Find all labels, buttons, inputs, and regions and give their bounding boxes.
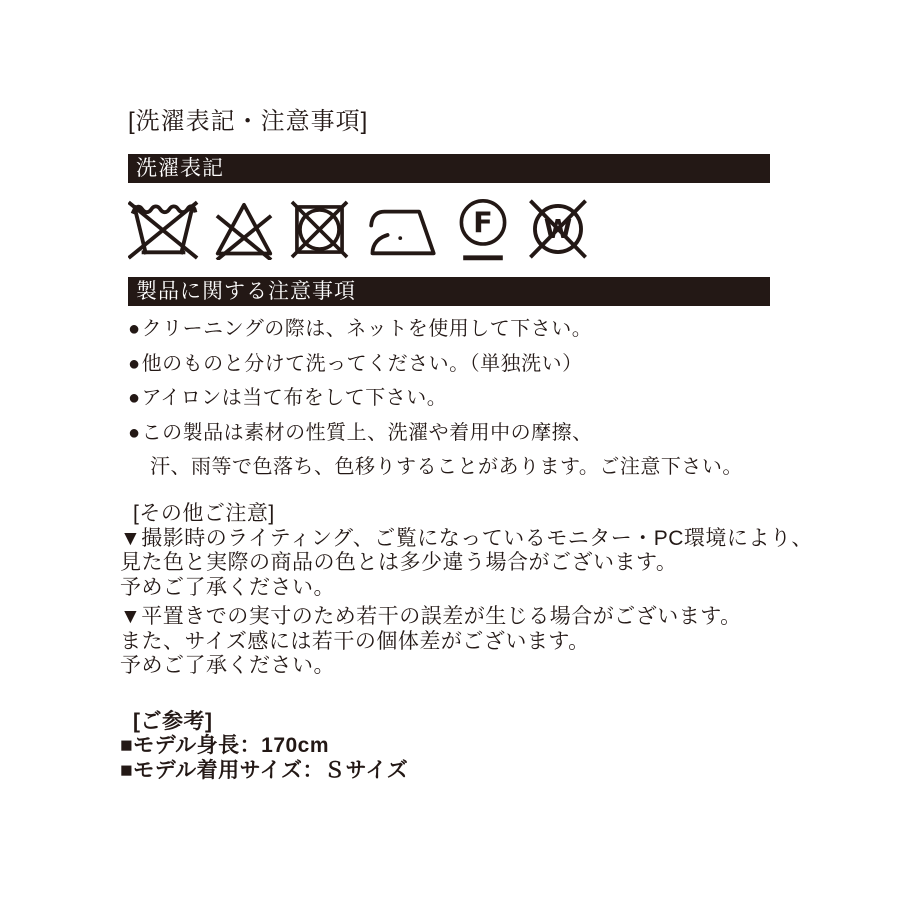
precaution-text: 他のものと分けて洗ってください。（単独洗い） [141,352,583,375]
precaution-text: この製品は素材の性質上、洗濯や着用中の摩擦、 [141,421,593,444]
note-line: 予めご了承ください。 [120,575,335,599]
reference-header: [ご参考] [133,709,213,733]
iron-low-heat-icon [363,199,440,259]
precaution-list [128,312,776,485]
precaution-text: クリーニングの際は、ネットを使用して下さい。 [141,318,593,340]
main-content [128,101,776,485]
other-notes-header: [その他ご注意] [133,502,275,525]
precaution-item [128,312,776,347]
precaution-text: 汗、雨等で色落ち、色移りすることがあります。ご注意下さい。 [150,456,743,478]
note-line: 予めご了承ください。 [120,654,335,677]
note-line: また、サイズ感には若干の個体差がございます。 [120,629,590,653]
bullet-marker: ● [128,387,141,409]
reference-line: ■モデル着用サイズ：Ｓサイズ [120,758,409,782]
do-not-bleach-icon [212,199,276,260]
note-line: ▼平置きでの実寸のため若干の誤差が生じる場合がございます。 [120,605,742,628]
product-precaution-header-bar: 製品に関する注意事項 [128,277,770,306]
do-not-wet-clean-icon [526,197,590,261]
reference-line: ■モデル身長：170cm [120,734,330,757]
dry-clean-f-gentle-icon [453,196,513,262]
precaution-text: アイロンは当て布をして下さい。 [141,387,448,409]
reference-section [120,710,813,784]
precaution-item [128,416,776,451]
note-line: 見た色と実際の商品の色とは多少違う場合がございます。 [120,551,678,574]
precaution-item [128,347,776,382]
svg-text:F: F [473,205,493,240]
precaution-item [128,381,776,416]
do-not-wash-icon [128,199,199,260]
wash-label-header-bar: 洗濯表記 [128,154,770,183]
bottom-notes [120,502,813,783]
page-title: [洗濯表記・注意事項] [128,108,369,135]
bullet-marker: ● [128,421,141,444]
note-line: ▼撮影時のライティング、ご覧になっているモニター・PC環境により、 [120,526,813,550]
do-not-tumble-dry-icon [289,199,350,260]
bullet-marker: ● [128,352,141,375]
care-symbols-row [128,196,776,262]
precaution-item-continuation [128,450,776,485]
bullet-marker: ● [128,318,141,340]
svg-text:W: W [543,214,573,245]
